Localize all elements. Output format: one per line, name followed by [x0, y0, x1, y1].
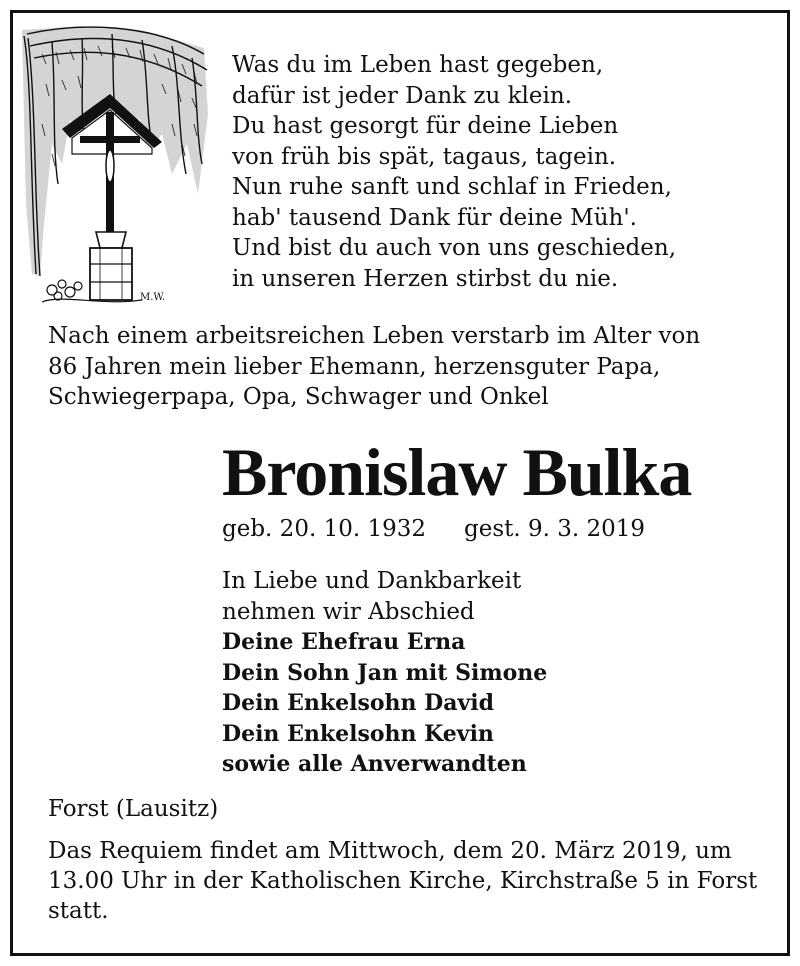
- mourner-name: Deine Ehefrau Erna: [222, 629, 466, 655]
- death-date: gest. 9. 3. 2019: [464, 516, 646, 542]
- mourner-name: Dein Sohn Jan mit Simone: [222, 659, 548, 686]
- intro-line: Schwiegerpapa, Opa, Schwager und Onkel: [48, 384, 549, 410]
- poem-line: in unseren Herzen stirbst du nie.: [232, 265, 619, 292]
- requiem-notice: [48, 836, 757, 926]
- poem-line: Du hast gesorgt für deine Lieben: [232, 113, 619, 139]
- mourner-name: Dein Enkelsohn Kevin: [222, 720, 494, 747]
- intro-line: 86 Jahren mein lieber Ehemann, herzensguter Papa,: [48, 353, 661, 380]
- requiem-line: Das Requiem findet am Mittwoch, dem 20. März 2019, um: [48, 838, 732, 864]
- mourner-name: sowie alle Anverwandten: [222, 751, 527, 777]
- poem-line: von früh bis spät, tagaus, tagein.: [232, 143, 617, 170]
- place: Forst (Lausitz): [48, 796, 219, 822]
- farewell-line: nehmen wir Abschied: [222, 598, 475, 625]
- deceased-name: Bronislaw Bulka: [222, 434, 692, 510]
- farewell-line: In Liebe und Dankbarkeit: [222, 568, 522, 594]
- requiem-line: statt.: [48, 898, 109, 924]
- birth-date: geb. 20. 10. 1932: [222, 516, 426, 542]
- illustration-signature: M.W.: [140, 292, 166, 303]
- life-dates: [222, 516, 645, 542]
- poem-line: Und bist du auch von uns geschieden,: [232, 235, 677, 261]
- wayside-cross-under-willow-icon: [22, 24, 212, 306]
- poem-line: dafür ist jeder Dank zu klein.: [232, 82, 573, 109]
- poem: [232, 50, 676, 294]
- poem-line: Was du im Leben hast gegeben,: [232, 52, 604, 78]
- requiem-line: 13.00 Uhr in der Katholischen Kirche, Kirchstraße 5 in Forst: [48, 868, 758, 894]
- mourner-name: Dein Enkelsohn David: [222, 690, 495, 716]
- farewell-block: [222, 566, 547, 780]
- poem-line: Nun ruhe sanft und schlaf in Frieden,: [232, 174, 672, 200]
- intro-line: Nach einem arbeitsreichen Leben verstarb im Alter von: [48, 323, 701, 349]
- poem-line: hab' tausend Dank für deine Müh'.: [232, 204, 637, 231]
- intro-text: [48, 321, 700, 413]
